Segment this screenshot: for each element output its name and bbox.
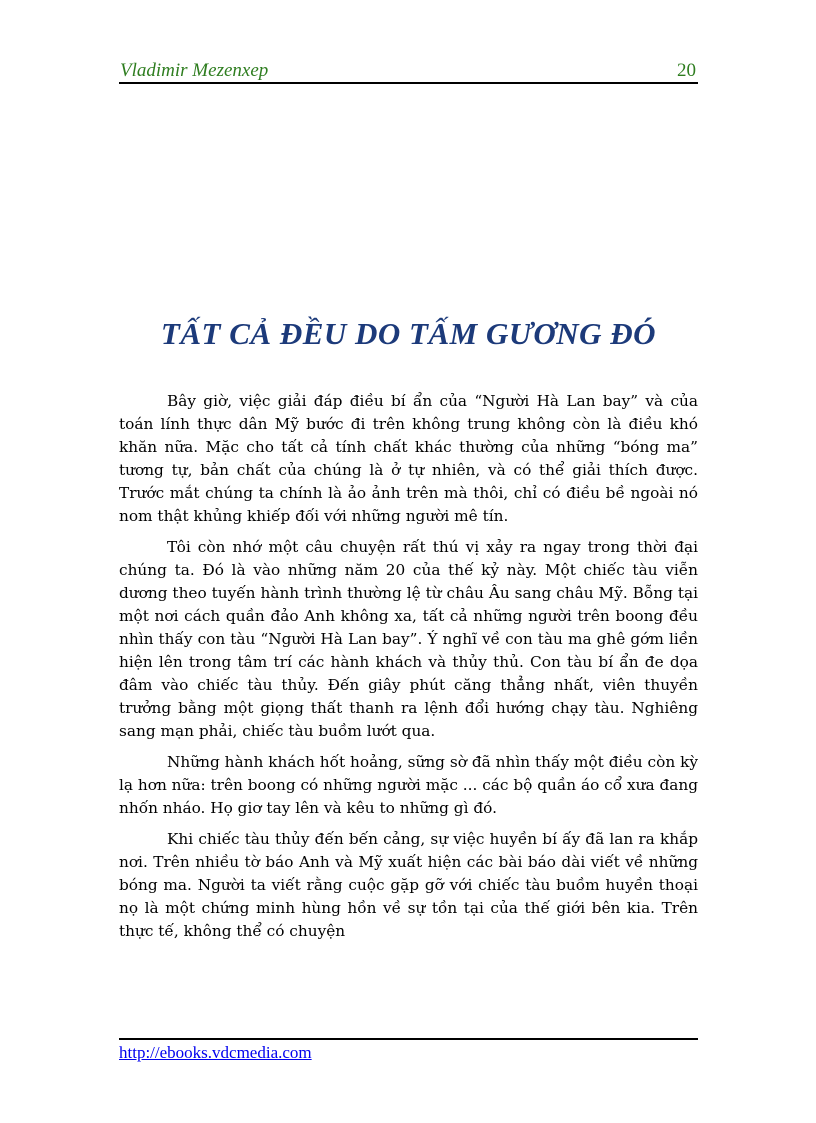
paragraph: Những hành khách hốt hoảng, sững sờ đã nhìn thấy một điều còn kỳ lạ hơn nữa: trên boong có những người mặc ... các bộ quần áo cổ xưa đang nhốn nháo. Họ giơ tay lên và kêu to những gì đó. [119,753,698,817]
body-text [119,390,698,951]
page-footer [119,1038,698,1062]
paragraph: Tôi còn nhớ một câu chuyện rất thú vị xảy ra ngay trong thời đại chúng ta. Đó là vào những năm 20 của thế kỷ này. Một chiếc tàu viễn dương theo tuyến hành trình thường lệ từ châu Âu sang châu Mỹ. Bỗng tại một nơi cách quần đảo Anh không xa, tất cả những người trên boong đều nhìn thấy con tàu “Người Hà Lan bay”. Ý nghĩ về con tàu ma ghê gớm liền hiện lên trong tâm trí các hành khách và thủy thủ. Con tàu bí ẩn đe dọa đâm vào chiếc tàu thủy. Đến giây phút căng thẳng nhất, viên thuyền trưởng bằng một giọng thất thanh ra lệnh đổi hướng chạy tàu. Nghiêng sang mạn phải, chiếc tàu buồm lướt qua. [119,538,698,740]
paragraph: Bây giờ, việc giải đáp điều bí ẩn của “Người Hà Lan bay” và của toán lính thực dân Mỹ bước đi trên không trung không còn là điều khó khăn nữa. Mặc cho tất cả tính chất khác thường của những “bóng ma” tương tự, bản chất của chúng là ở tự nhiên, và có thể giải thích được. Trước mắt chúng ta chính là ảo ảnh trên mà thôi, chỉ có điều bề ngoài nó nom thật khủng khiếp đối với những người mê tín. [119,392,698,525]
author-name: Vladimir Mezenxep [120,60,269,81]
page-header [119,60,698,84]
page-number: 20 [677,60,696,81]
paragraph: Khi chiếc tàu thủy đến bến cảng, sự việc huyền bí ấy đã lan ra khắp nơi. Trên nhiều tờ báo Anh và Mỹ xuất hiện các bài báo dài viết về những bóng ma. Người ta viết rằng cuộc gặp gỡ với chiếc tàu buồm huyền thoại nọ là một chứng minh hùng hồn về sự tồn tại của thế giới bên kia. Trên thực tế, không thể có chuyện [119,830,698,940]
footer-link[interactable]: http://ebooks.vdcmedia.com [119,1043,312,1062]
chapter-title: TẤT CẢ ĐỀU DO TẤM GƯƠNG ĐÓ [160,316,657,351]
